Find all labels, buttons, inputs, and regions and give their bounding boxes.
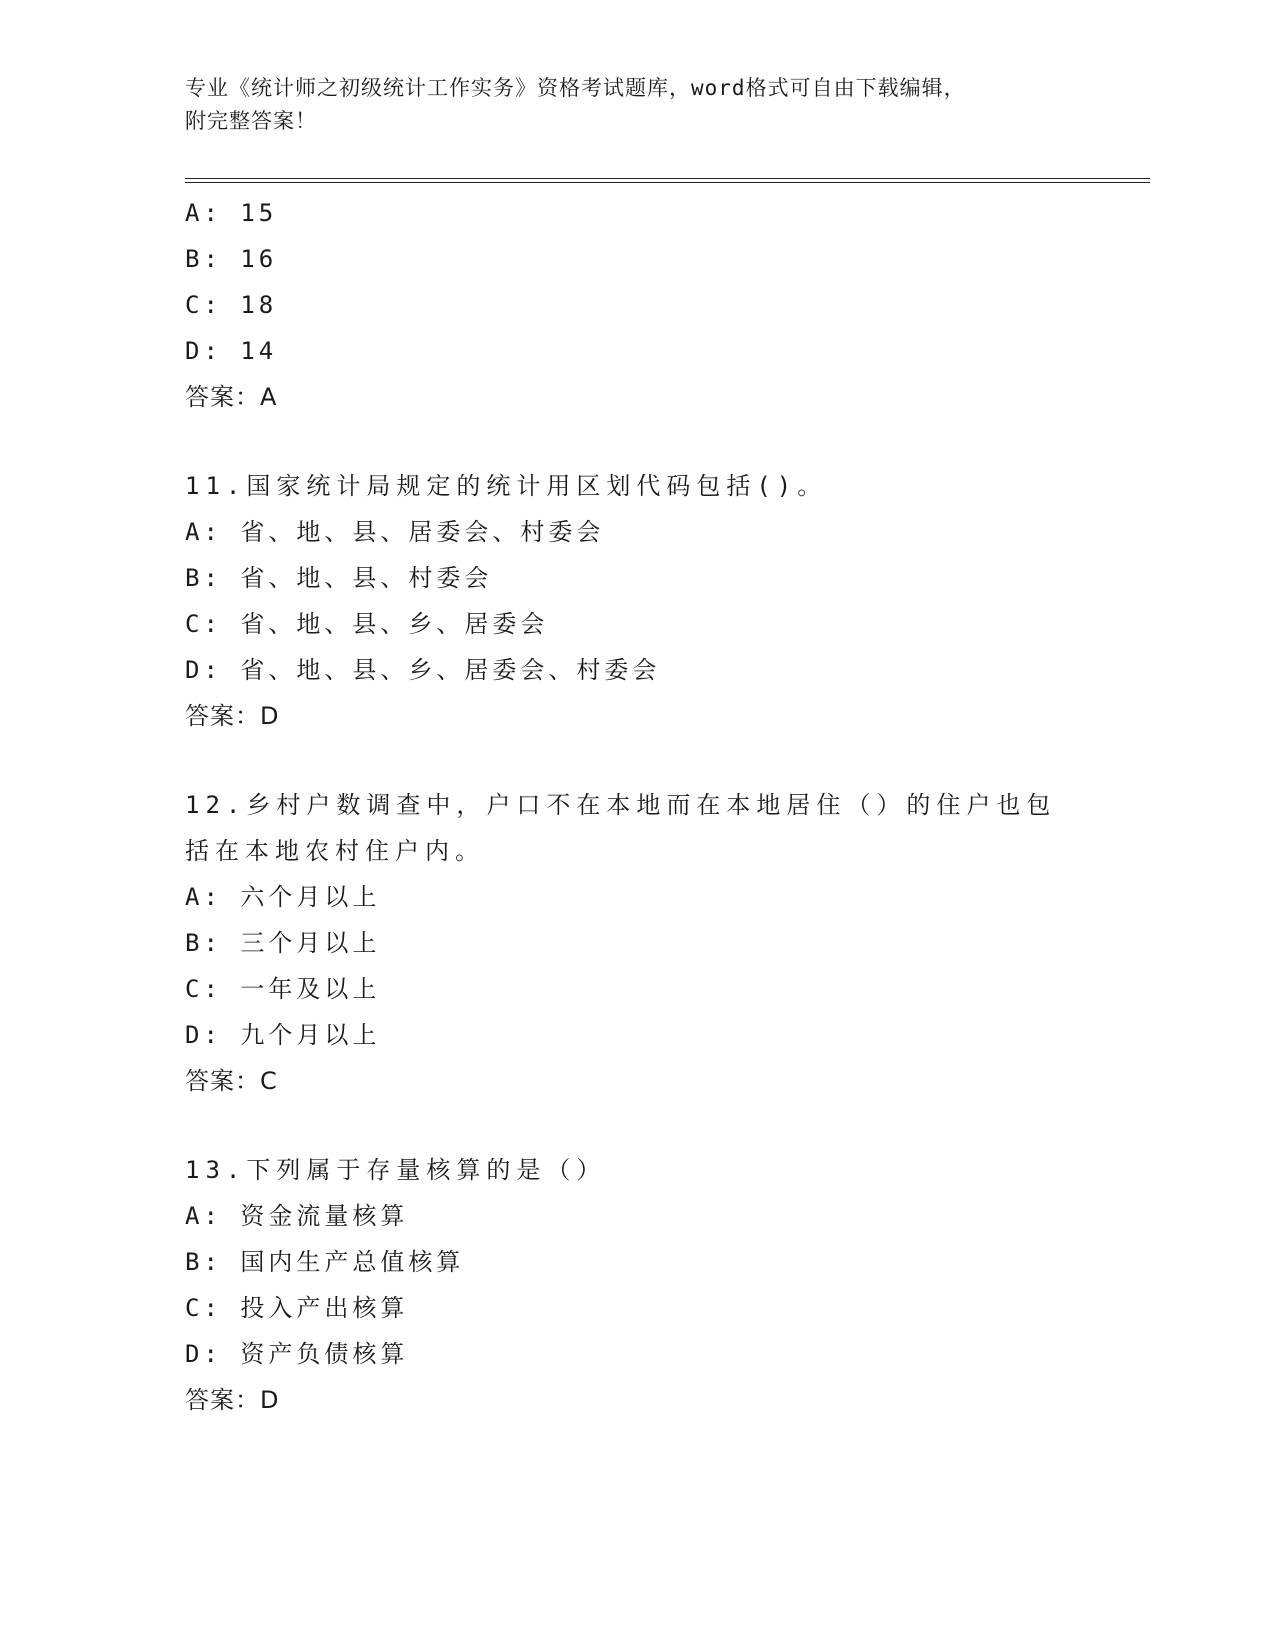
question-text: 12.乡村户数调查中，户口不在本地而在本地居住（）的住户也包括在本地农村住户内。 — [185, 791, 1057, 865]
option-a: A: 六个月以上 — [185, 883, 381, 911]
option-a: A: 省、地、县、居委会、村委会 — [185, 518, 605, 546]
option-c: C: 一年及以上 — [185, 975, 381, 1003]
option-d: D: 九个月以上 — [185, 1021, 381, 1049]
option-b: B: 国内生产总值核算 — [185, 1248, 465, 1276]
option-c: C: 投入产出核算 — [185, 1294, 409, 1322]
option-c: C: 18 — [185, 291, 278, 319]
option-b: B: 省、地、县、村委会 — [185, 564, 493, 592]
option-b: B: 三个月以上 — [185, 929, 381, 957]
document-header — [185, 72, 1085, 138]
question-12 — [185, 782, 1150, 1104]
question-text: 11.国家统计局规定的统计用区划代码包括()。 — [185, 472, 828, 500]
answer: 答案：A — [185, 383, 278, 411]
option-d: D: 14 — [185, 337, 278, 365]
question-11 — [185, 463, 1150, 739]
option-a: A: 15 — [185, 199, 278, 227]
header-title-line-1: 专业《统计师之初级统计工作实务》资格考试题库，word格式可自由下载编辑， — [185, 76, 966, 100]
header-title-line-2: 附完整答案！ — [185, 109, 317, 133]
question-13 — [185, 1147, 1150, 1423]
answer: 答案：C — [185, 1067, 278, 1095]
question-text: 13.下列属于存量核算的是（） — [185, 1156, 607, 1184]
option-d: D: 资产负债核算 — [185, 1340, 409, 1368]
header-divider — [185, 178, 1150, 183]
question-10 — [185, 190, 1150, 420]
answer: 答案：D — [185, 1386, 280, 1414]
option-c: C: 省、地、县、乡、居委会 — [185, 610, 549, 638]
document-page — [185, 0, 1150, 1650]
answer: 答案：D — [185, 702, 280, 730]
question-list — [185, 190, 1150, 1423]
option-b: B: 16 — [185, 245, 278, 273]
option-a: A: 资金流量核算 — [185, 1202, 409, 1230]
option-d: D: 省、地、县、乡、居委会、村委会 — [185, 656, 661, 684]
